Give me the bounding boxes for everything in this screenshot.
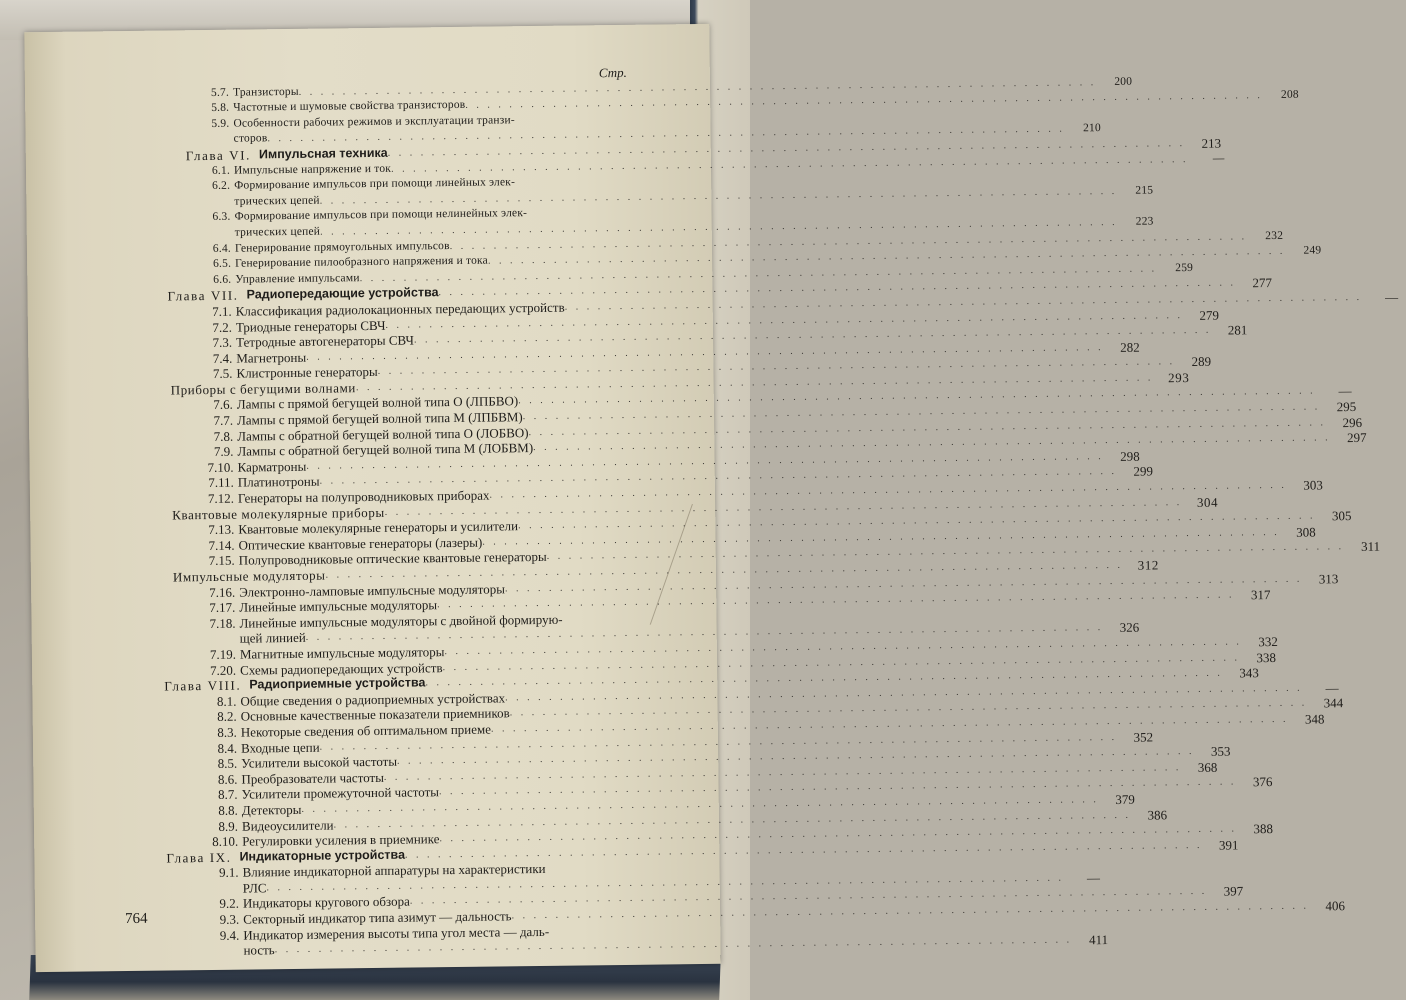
page-ref: 326 (1119, 620, 1140, 636)
page-ref: 215 (1135, 184, 1154, 197)
entry-title: Полупроводниковые оптические квантовые генераторы (238, 549, 547, 569)
entry-number: 7.5. (212, 365, 233, 382)
page-ref: 282 (1120, 339, 1140, 355)
page-ref: 391 (1218, 837, 1239, 853)
entry-title: Карматроны (237, 458, 307, 475)
page-ref: 303 (1303, 477, 1323, 493)
page-ref: 299 (1133, 463, 1154, 480)
entry-title: Частотные и шумовые свойства транзисторов (233, 99, 466, 114)
page-ref: 386 (1147, 806, 1168, 823)
entry-number: 8.4. (217, 740, 238, 756)
entry-title: сторов (233, 132, 268, 146)
entry-title: Триодные генераторы СВЧ (235, 317, 386, 335)
entry-number: 8.6. (217, 771, 238, 787)
entry-title: Регулировки усиления в приемнике (242, 831, 440, 849)
page-ref: 308 (1296, 524, 1316, 540)
entry-number: 7.10. (207, 459, 234, 475)
page-ref: 352 (1133, 729, 1154, 745)
page-ref: — (1338, 383, 1352, 399)
entry-number: 8.9. (218, 818, 239, 834)
page-ref: 297 (1346, 430, 1367, 446)
entry-number: 9.2. (219, 896, 240, 912)
entry-title: Схемы радиопередающих устройств (239, 659, 443, 678)
entry-number: 7.6. (213, 397, 233, 413)
page-ref: 311 (1361, 539, 1381, 555)
page-ref: 344 (1323, 695, 1344, 711)
entry-number (156, 958, 240, 959)
book-page (24, 24, 1399, 972)
page-ref: 289 (1191, 354, 1212, 370)
entry-title: трических цепей (234, 225, 321, 239)
entry-title: Магнитные импульсные модуляторы (239, 644, 445, 662)
entry-number: 8.10. (212, 833, 239, 850)
page-ref: 348 (1304, 711, 1325, 727)
chapter-title: Импульсная техника (258, 145, 388, 162)
entry-number: 7.16. (209, 584, 236, 600)
entry-number: 7.4. (212, 350, 233, 366)
page-ref: 406 (1325, 898, 1346, 914)
page-ref: 317 (1250, 587, 1271, 603)
entry-number: 6.1. (211, 164, 231, 177)
entry-title: Детекторы (241, 801, 302, 818)
entry-number: 7.2. (212, 319, 232, 335)
page-ref: 368 (1197, 759, 1218, 775)
entry-number: 6.5. (212, 257, 232, 271)
page-ref: 313 (1318, 570, 1339, 587)
page-ref: 277 (1252, 275, 1273, 291)
section-title: Квантовые молекулярные приборы (172, 504, 385, 523)
chapter-label: Глава VIII. (164, 677, 242, 694)
entry-title: Усилители промежуточной частоты (241, 784, 440, 802)
entry-number: 8.2. (217, 709, 237, 725)
entry-number: 5.7. (210, 86, 230, 99)
page-ref: 304 (1196, 494, 1219, 510)
chapter-label: Глава VI. (185, 147, 252, 164)
entry-title: Генераторы на полупроводниковых приборах (237, 487, 490, 506)
entry-title: Преобразователи частоты (241, 769, 384, 787)
page-ref: 200 (1114, 75, 1133, 88)
page-ref: 332 (1258, 633, 1278, 650)
entry-number: 9.3. (219, 911, 240, 927)
entry-title: Генерирование пилообразного напряжения и тока (235, 254, 488, 270)
page-ref: 343 (1239, 665, 1259, 681)
entry-title: Лампы с обратной бегущей волной типа О (ЛОБВО) (237, 424, 529, 444)
page-ref: 296 (1342, 414, 1363, 430)
page-ref: 223 (1135, 215, 1154, 228)
entry-title: щей линией (239, 630, 306, 647)
entry-title: Лампы с прямой бегущей волной типа М (ЛПБВМ) (236, 409, 523, 428)
entry-title: Основные качественные показатели приемников (240, 705, 510, 724)
page-number: 764 (125, 910, 148, 928)
page-ref: 411 (1089, 932, 1109, 948)
chapter-title: Индикаторные устройства (239, 847, 406, 864)
page-ref: 208 (1280, 88, 1299, 102)
entry-number: 8.8. (218, 802, 238, 818)
page-ref: 232 (1265, 229, 1284, 242)
page-ref: — (1086, 870, 1101, 886)
page-ref: 293 (1167, 369, 1190, 386)
entry-number: 7.19. (209, 646, 236, 662)
entry-number: 7.3. (212, 334, 233, 351)
page-ref: 305 (1331, 508, 1352, 524)
page-ref: — (1385, 289, 1399, 305)
entry-title: Влияние индикаторной аппаратуры на характеристики (242, 861, 546, 880)
entry-title: Особенности рабочих режимов и эксплуатации транзи- (233, 114, 515, 130)
pages-column-label: Стр. (598, 64, 627, 81)
entry-title: Формирование импульсов при помощи нелинейных элек- (234, 207, 528, 224)
entry-number: 9.1. (218, 864, 239, 881)
entry-title: Формирование импульсов при помощи линейных элек- (234, 176, 516, 192)
page-ref: 376 (1252, 774, 1273, 790)
entry-title: Секторный индикатор типа азимут — дальность (243, 908, 512, 927)
page-ref: 210 (1082, 122, 1101, 135)
entry-number: 7.11. (208, 475, 234, 491)
entry-title: Транзисторы (232, 85, 299, 99)
entry-title: РЛС (242, 880, 267, 896)
entry-number: 7.7. (213, 412, 234, 428)
entry-title: Лампы с обратной бегущей волной типа М (ЛОБВМ) (237, 440, 534, 459)
entry-number: 7.18. (209, 615, 236, 631)
entry-title: Видеоусилители (241, 817, 334, 834)
page-ref: 249 (1303, 244, 1322, 257)
entry-title: Тетродные автогенераторы СВЧ (235, 332, 415, 350)
entry-title: Генерирование прямоугольных импульсов (234, 239, 450, 255)
entry-title: Лампы с прямой бегущей волной типа О (ЛПБВО) (236, 393, 519, 413)
table-of-contents (145, 64, 1399, 959)
entry-number: 7.12. (207, 490, 235, 507)
entry-number: 5.8. (211, 101, 230, 115)
chapter-title: Радиопередающие устройства (246, 285, 439, 302)
entry-title: Электронно-ламповые импульсные модуляторы (239, 580, 506, 600)
entry-title: Платинотроны (237, 474, 320, 491)
chapter-label: Глава VII. (167, 287, 239, 304)
entry-title: трических цепей (234, 194, 320, 208)
entry-title: Управление импульсами (235, 271, 360, 286)
entry-number: 8.7. (218, 786, 238, 803)
entry-number: 8.3. (217, 724, 237, 740)
page-ref: 353 (1210, 743, 1231, 759)
entry-number: 7.9. (213, 443, 234, 460)
page-ref: 281 (1227, 322, 1248, 338)
entry-title: Импульсные напряжение и ток (233, 162, 392, 177)
chapter-label: Глава IX. (166, 849, 232, 866)
entry-number: 6.2. (212, 179, 231, 193)
page-ref: 279 (1199, 307, 1220, 323)
entry-title: Линейные импульсные модуляторы с двойной формирую- (239, 611, 563, 631)
entry-number: 7.13. (208, 521, 235, 538)
page-ref: 295 (1336, 399, 1357, 415)
page-ref: 298 (1120, 448, 1140, 464)
page-ref: — (1212, 152, 1225, 165)
chapter-title: Радиоприемные устройства (249, 675, 426, 692)
section-title: Импульсные модуляторы (172, 567, 326, 585)
entry-title: ность (243, 942, 275, 958)
page-ref: 379 (1115, 791, 1135, 807)
entry-number: 5.9. (211, 117, 230, 130)
entry-number: 8.5. (217, 755, 238, 772)
page-ref: 397 (1223, 883, 1244, 900)
entry-number: 7.20. (209, 662, 237, 678)
entry-title: Индикатор измерения высоты типа угол места — даль- (243, 923, 550, 943)
entry-number: 6.6. (213, 273, 232, 286)
page-ref: 259 (1175, 261, 1194, 274)
toc-list (145, 75, 1399, 959)
entry-number: 7.14. (208, 537, 235, 553)
entry-number: 7.17. (209, 599, 236, 616)
entry-title: Магнетроны (236, 349, 307, 366)
entry-number: 8.1. (216, 693, 237, 709)
page-ref: 312 (1137, 557, 1160, 573)
entry-number: 9.4. (219, 927, 240, 943)
entry-number: 6.4. (212, 242, 232, 255)
page-ref: 213 (1201, 135, 1222, 151)
page-ref: — (1325, 679, 1339, 696)
section-title: Приборы с бегущими волнами (170, 380, 357, 398)
entry-title: Некоторые сведения об оптимальном приеме (240, 721, 492, 740)
entry-number: 7.1. (212, 303, 232, 319)
entry-title: Индикаторы кругового обзора (242, 894, 410, 912)
entry-title: Квантовые молекулярные генераторы и усилители (238, 518, 519, 537)
page-ref: 338 (1256, 649, 1277, 665)
page-ref: 388 (1253, 821, 1274, 837)
entry-title: Усилители высокой частоты (241, 753, 398, 771)
entry-title: Клистронные генераторы (236, 364, 378, 381)
entry-title: Общие сведения о радиоприемных устройствах (240, 690, 506, 709)
entry-title: Классификация радиолокационных передающих устройств (235, 299, 565, 319)
entry-title: Оптические квантовые генераторы (лазеры) (238, 534, 483, 553)
entry-number: 7.15. (208, 553, 235, 569)
entry-title: Входные цепи (240, 739, 320, 756)
entry-number: 6.3. (212, 211, 231, 224)
entry-title: Линейные импульсные модуляторы (239, 597, 438, 615)
entry-number: 7.8. (213, 428, 234, 444)
